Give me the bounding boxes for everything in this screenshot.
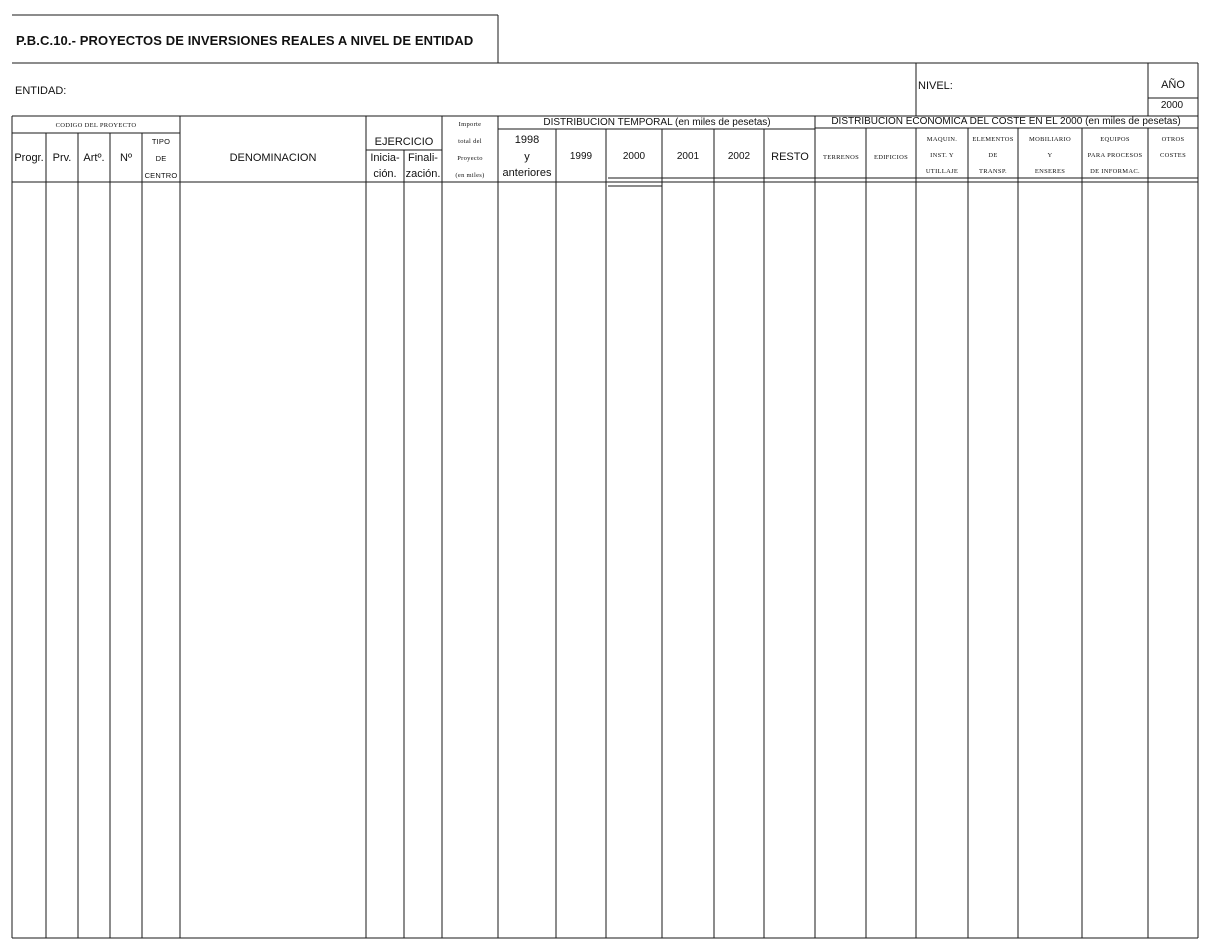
entidad-label: ENTIDAD: (15, 85, 67, 97)
finalizacion-header-2: zación. (405, 168, 441, 180)
edificios-header: EDIFICIOS (873, 154, 909, 161)
dist-temporal-header: DISTRIBUCION TEMPORAL (en miles de pesetas) (543, 117, 771, 128)
page-title: P.B.C.10.- PROYECTOS DE INVERSIONES REALES A NIVEL DE ENTIDAD (16, 33, 474, 48)
elementos-transp-header-2: DE (988, 152, 998, 159)
col-2002-header: 2002 (727, 151, 751, 162)
importe-header-2: total del (458, 138, 482, 145)
prv-header: Prv. (52, 152, 72, 164)
progr-header: Progr. (14, 152, 44, 164)
importe-header-4: (en miles) (455, 172, 485, 179)
col-1999-header: 1999 (569, 151, 593, 162)
equipos-header-2: PARA PROCESOS (1087, 152, 1143, 159)
tipo-centro-header-2: DE (155, 154, 167, 163)
col-2000-header: 2000 (622, 151, 646, 162)
dist-economica-header: DISTRIBUCION ECONOMICA DEL COSTE EN EL 2000 (en miles de pesetas) (831, 116, 1181, 127)
mobiliario-header-3: ENSERES (1034, 168, 1066, 175)
iniciacion-header-2: ción. (373, 168, 397, 180)
equipos-header-3: DE INFORMAC. (1090, 168, 1140, 175)
iniciacion-header-1: Inicia- (370, 152, 400, 164)
maquinaria-header-1: MAQUIN. (926, 136, 958, 143)
col-1998-header-1: 1998 (514, 134, 540, 146)
art-header: Artº. (83, 152, 105, 164)
tipo-centro-header-3: CENTRO (144, 171, 178, 180)
equipos-header-1: EQUIPOS (1100, 136, 1130, 143)
ejercicio-header: EJERCICIO (374, 136, 434, 148)
otros-costes-header-2: COSTES (1159, 152, 1187, 159)
finalizacion-header-1: Finali- (408, 152, 438, 164)
anio-value: 2000 (1160, 100, 1184, 111)
col-1998-header-2: y (524, 151, 530, 163)
nivel-label: NIVEL: (918, 80, 953, 92)
elementos-transp-header-3: TRANSP. (979, 168, 1007, 175)
denominacion-header: DENOMINACION (229, 152, 317, 164)
col-resto-header: RESTO (771, 151, 809, 163)
mobiliario-header-1: MOBILIARIO (1029, 136, 1071, 143)
terrenos-header: TERRENOS (823, 154, 859, 161)
maquinaria-header-2: INST. Y (930, 152, 954, 159)
importe-header-1: Importe (458, 121, 482, 128)
importe-header-3: Proyecto (457, 155, 483, 162)
codigo-proyecto-label: CODIGO DEL PROYECTO (55, 122, 137, 129)
maquinaria-header-3: UTILLAJE (925, 168, 959, 175)
mobiliario-header-2: Y (1047, 152, 1053, 159)
tipo-centro-header-1: TIPO (151, 137, 171, 146)
elementos-transp-header-1: ELEMENTOS (972, 136, 1014, 143)
anio-label: AÑO (1161, 79, 1185, 91)
col-2001-header: 2001 (676, 151, 700, 162)
col-1998-header-3: anteriores (502, 167, 552, 179)
num-header: Nº (120, 152, 132, 164)
otros-costes-header-1: OTROS (1161, 136, 1185, 143)
